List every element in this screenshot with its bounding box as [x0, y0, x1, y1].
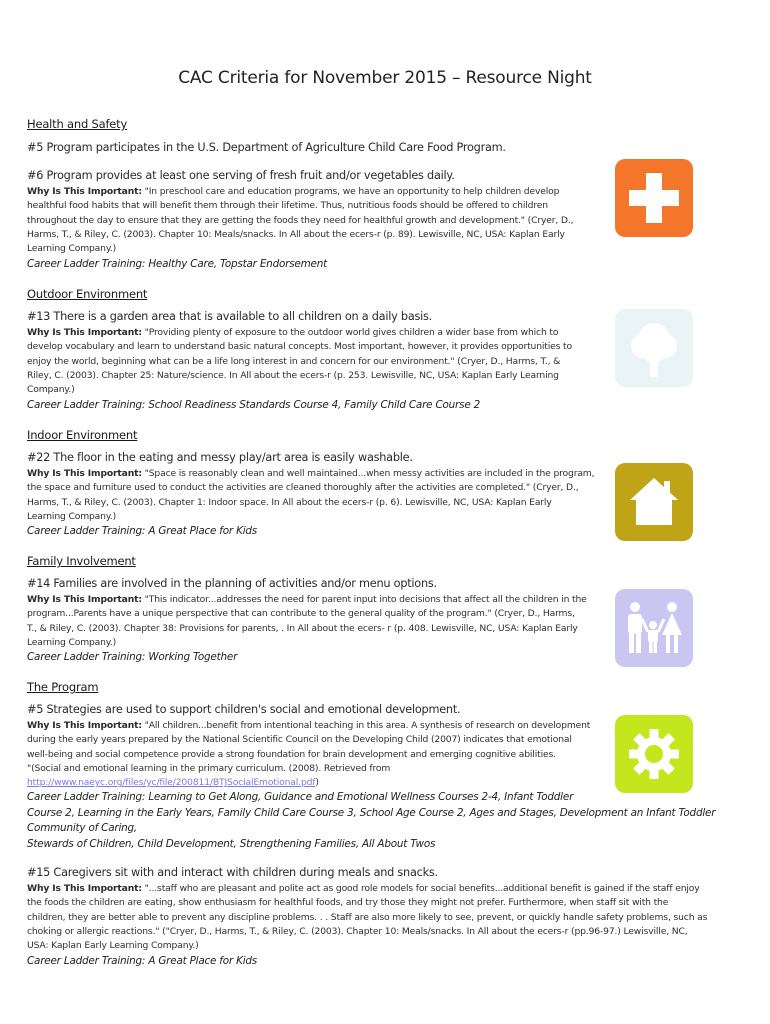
- career-ladder-block: [27, 954, 257, 970]
- career-ladder-block: [27, 398, 480, 414]
- criterion-text: #13 There is a garden area that is available to all children on a daily basis.: [27, 310, 432, 323]
- career-label: Career Ladder Training:: [27, 651, 146, 663]
- criterion-text: #5 Program participates in the U.S. Department of Agriculture Child Care Food Program.: [27, 141, 506, 154]
- career-text: Course 2, Learning in the Early Years, Family Child Care Course 3, School Age Course 2, Ages and Stages, Development an Infant Toddler: [27, 806, 716, 819]
- why-important-block: [27, 719, 590, 790]
- why-text: Learning Company.): [27, 243, 117, 255]
- why-label: Why Is This Important:: [27, 720, 142, 731]
- career-text: School Readiness Standards Course 4, Family Child Care Course 2: [148, 399, 481, 411]
- career-ladder-block: [27, 790, 715, 852]
- why-text: Learning Company.): [27, 510, 117, 522]
- section-heading: Outdoor Environment: [27, 287, 148, 301]
- why-text: "In preschool care and education programs, we have an opportunity to help children develop: [144, 186, 560, 197]
- why-text: well-being and social competence provide a strong foundation for brain development and emerging cognitive abilities.: [27, 748, 556, 760]
- why-text: throughout the day to ensure that they are getting the foods they need for healthful growth and development." (Cryer, D.,: [27, 214, 574, 226]
- why-important-block: [27, 882, 707, 953]
- why-text: Company.): [27, 384, 75, 396]
- why-text: T., & Riley, C. (2003). Chapter 38: Provisions for parents, . In All about the ecers- r (p. 408. Lewisville, NC, USA: Kaplan Early: [27, 622, 578, 634]
- career-label: Career Ladder Training:: [27, 791, 146, 803]
- why-important-block: [27, 326, 572, 397]
- why-text: the space and furniture used to conduct the activities are cleaned thoroughly after the activities are completed." (Cryer, D.,: [27, 482, 579, 494]
- why-label: Why Is This Important:: [27, 883, 142, 894]
- career-ladder-block: [27, 650, 237, 666]
- why-text: enjoy the world, beginning what can be a life long interest in and concern for our environment." (Cryer, D., Harms, T., &: [27, 355, 561, 367]
- why-text: develop vocabulary and learn to understand basic natural concepts. Most important, however, it provides opportunities to: [27, 341, 572, 353]
- why-text: during the early years prepared by the National Scientific Council on the Developing Child (2007) indicates that emotional: [27, 734, 572, 746]
- link-suffix: ): [315, 777, 319, 789]
- why-text: the foods the children are eating, show enthusiasm for healthful foods, and try those they might not prefer. Furthermore, when staff sit with the: [27, 897, 669, 909]
- why-text: "...staff who are pleasant and polite act as good role models for social benefits...additional benefit is gained if the staff enjoy: [144, 883, 700, 894]
- section-health-and-safety: [27, 117, 127, 131]
- why-text: program...Parents have a unique perspective that can contribute to the general quality of the program." (Cryer, D., Harms,: [27, 608, 575, 620]
- criterion-text: #14 Families are involved in the planning of activities and/or menu options.: [27, 577, 437, 590]
- section-the-program: [27, 680, 98, 694]
- section-family-involvement: [27, 554, 136, 568]
- why-text: "This indicator...addresses the need for parent input into decisions that affect all the children in the: [144, 594, 587, 605]
- why-label: Why Is This Important:: [27, 468, 142, 479]
- why-label: Why Is This Important:: [27, 594, 142, 605]
- why-text: USA: Kaplan Early Learning Company.): [27, 940, 199, 952]
- section-outdoor-environment: [27, 287, 147, 301]
- tree-icon: [615, 309, 693, 387]
- why-text: Harms, T., & Riley, C. (2003). Chapter 10: Meals/snacks. In All about the ecers-r (p. 89). Lewisville, NC, USA: Kaplan Early: [27, 228, 565, 240]
- why-label: Why Is This Important:: [27, 186, 142, 197]
- career-ladder-block: [27, 257, 327, 273]
- career-label: Career Ladder Training:: [27, 955, 146, 967]
- why-important-block: [27, 467, 594, 524]
- section-heading: Indoor Environment: [27, 428, 138, 442]
- section-heading: Health and Safety: [27, 117, 128, 131]
- section-heading: The Program: [27, 680, 99, 694]
- family-icon: [615, 589, 693, 667]
- career-text: Stewards of Children, Child Development, Strengthening Families, All About Twos: [27, 837, 436, 850]
- why-important-block: [27, 593, 587, 650]
- section-indoor-environment: [27, 428, 137, 442]
- why-text: "Providing plenty of exposure to the outdoor world gives children a wider base from which to: [144, 327, 559, 338]
- why-text: "All children...benefit from intentional teaching in this area. A synthesis of research on development: [144, 720, 591, 731]
- criterion-text: #5 Strategies are used to support children's social and emotional development.: [27, 703, 461, 716]
- criterion-text: #15 Caregivers sit with and interact with children during meals and snacks.: [27, 866, 438, 879]
- gear-icon: [615, 715, 693, 793]
- career-text: Learning to Get Along, Guidance and Emotional Wellness Courses 2-4, Infant Toddler: [148, 791, 574, 803]
- page-title: CAC Criteria for November 2015 – Resource Night: [178, 68, 592, 88]
- career-text: Community of Caring,: [27, 822, 138, 834]
- why-text: healthful food habits that will benefit them through their lifetime. Thus, nutritious foods should be offered to children: [27, 200, 548, 212]
- why-text: Riley, C. (2003). Chapter 25: Nature/science. In All about the ecers-r (p. 253. Lewisville, NC, USA: Kaplan Early Learning: [27, 369, 559, 381]
- why-text: Harms, T., & Riley, C. (2003). Chapter 1: Indoor space. In All about the ecers-r (p. 6). Lewisville, NC, USA: Kaplan Early: [27, 496, 552, 508]
- career-label: Career Ladder Training:: [27, 258, 146, 270]
- career-text: A Great Place for Kids: [148, 525, 258, 537]
- why-text: children, they are better able to prevent any discipline problems. . . Staff are also more likely to see, prevent, or quickly handle safety problems, such as: [27, 911, 708, 923]
- why-text: Learning Company.): [27, 636, 117, 648]
- section-heading: Family Involvement: [27, 554, 136, 568]
- why-text: choking or allergic reactions." ("Cryer, D., Harms, T., & Riley, C. (2003). Chapter 10: Meals/snacks. In All about the ecers-r (pp.96-97.) Lewisville, NC,: [27, 925, 688, 937]
- why-label: Why Is This Important:: [27, 327, 142, 338]
- career-ladder-block: [27, 524, 257, 540]
- career-label: Career Ladder Training:: [27, 525, 146, 537]
- medical-cross-icon: [615, 159, 693, 237]
- criterion-text: #6 Program provides at least one serving of fresh fruit and/or vegetables daily.: [27, 169, 455, 182]
- why-text: "(Social and emotional learning in the primary curriculum. (2008). Retrieved from: [27, 762, 391, 774]
- why-important-block: [27, 185, 573, 256]
- career-text: A Great Place for Kids: [148, 955, 258, 967]
- house-icon: [615, 463, 693, 541]
- career-text: Working Together: [148, 651, 238, 663]
- reference-link[interactable]: http://www.naeyc.org/files/yc/file/200811/BTJSocialEmotional.pdf: [27, 777, 316, 789]
- career-text: Healthy Care, Topstar Endorsement: [148, 258, 327, 270]
- career-label: Career Ladder Training:: [27, 399, 146, 411]
- criterion-text: #22 The floor in the eating and messy play/art area is easily washable.: [27, 451, 413, 464]
- why-text: "Space is reasonably clean and well maintained...when messy activities are included in the program,: [144, 468, 595, 479]
